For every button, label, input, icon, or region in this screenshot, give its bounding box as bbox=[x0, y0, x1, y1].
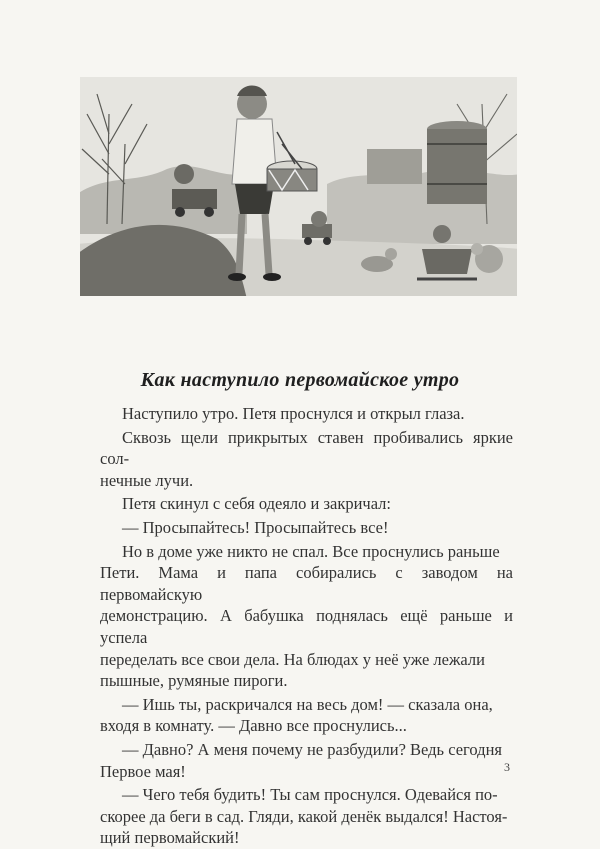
text-line: Сквозь щели прикрытых ставен пробивались яркие сол- bbox=[100, 427, 513, 469]
text-line: входя в комнату. — Давно все проснулись... bbox=[100, 716, 407, 736]
page-number: 3 bbox=[504, 760, 510, 774]
text-line: щий первомайский! bbox=[100, 828, 240, 848]
text-line: демонстрацию. А бабушка поднялась ещё раньше и успела bbox=[100, 606, 513, 647]
text-line: переделать все свои дела. На блюдах у неё уже лежали bbox=[100, 649, 485, 669]
chapter-title: Как наступило первомайское утро bbox=[140, 369, 460, 391]
text-line: — Чего тебя будить! Ты сам проснулся. Одевайся по- bbox=[122, 785, 498, 805]
text-line: Петя скинул с себя одеяло и закричал: bbox=[122, 494, 391, 514]
text-line: скорее да беги в сад. Гляди, какой денёк выдался! Настоя- bbox=[100, 806, 508, 826]
story-text bbox=[100, 403, 513, 849]
text-line: Пети. Мама и папа собирались с заводом на первомайскую bbox=[100, 563, 513, 604]
text-line: Первое мая! bbox=[100, 761, 186, 781]
text-line: пышные, румяные пироги. bbox=[100, 671, 288, 691]
text-line: — Просыпайтесь! Просыпайтесь все! bbox=[122, 517, 389, 537]
text-line: Но в доме уже никто не спал. Все проснулись раньше bbox=[122, 541, 500, 561]
text-line: — Давно? А меня почему не разбудили? Ведь сегодня bbox=[122, 739, 502, 759]
text-line: — Ишь ты, раскричался на весь дом! — сказала она, bbox=[122, 694, 493, 714]
text-line: нечные лучи. bbox=[100, 470, 194, 490]
illustration-boy-with-drum bbox=[77, 74, 520, 299]
text-line: Наступило утро. Петя проснулся и открыл глаза. bbox=[122, 404, 465, 423]
